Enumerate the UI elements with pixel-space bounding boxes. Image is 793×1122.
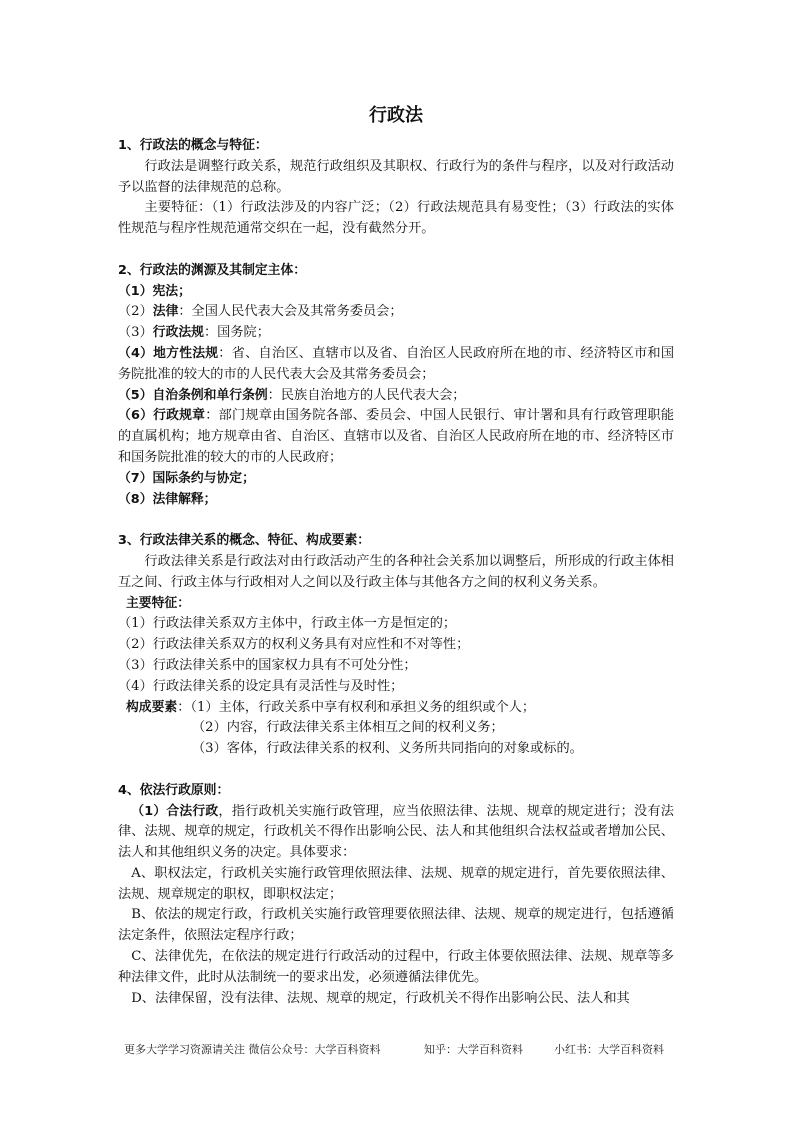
source-label: （7）国际条约与协定； xyxy=(118,470,255,486)
features-label: 主要特征： xyxy=(126,595,190,611)
source-number: （2） xyxy=(118,304,153,320)
element-item-1 xyxy=(118,698,674,719)
element-item-3: （3）客体，行政法律关系的权利、义务所共同指向的对象或标的。 xyxy=(192,741,583,757)
source-label: （1）宪法； xyxy=(118,283,191,299)
section-2-heading: 2、行政法的渊源及其制定主体： xyxy=(118,262,307,278)
source-item-5 xyxy=(118,386,674,407)
element-text: ：（1）主体，行政关系中享有权利和承担义务的组织或个人； xyxy=(177,699,536,715)
element-item-2: （2）内容，行政法律关系主体相互之间的权利义务； xyxy=(192,720,504,736)
principle-label: （1）合法行政 xyxy=(131,803,219,819)
requirement-c: C、法律优先，在依法的规定进行行政活动的过程中，行政主体要依照法律、法规、规章等多种法律文件，此时从法制统一的要求出发，必须遵循法律优先。 xyxy=(118,949,674,985)
source-item-1 xyxy=(118,282,674,303)
source-item-2 xyxy=(118,302,674,323)
source-text: ：全国人民代表大会及其常务委员会； xyxy=(178,304,403,320)
source-label: 法律 xyxy=(152,304,179,320)
page-title: 行政法 xyxy=(369,105,423,126)
section-1-heading: 1、行政法的概念与特征： xyxy=(118,138,268,153)
footer-zhihu: 知乎：大学百科资料 xyxy=(424,1043,523,1056)
feature-item: （1）行政法律关系双方主体中，行政主体一方是恒定的； xyxy=(118,616,457,632)
spacer xyxy=(118,240,674,261)
feature-item: （3）行政法律关系中的国家权力具有不可处分性； xyxy=(118,657,417,673)
source-item-4 xyxy=(118,344,674,386)
elements-label: 构成要素 xyxy=(126,699,178,715)
section-1-definition: 行政法是调整行政关系，规范行政组织及其职权、行政行为的条件与程序，以及对行政活动予以监督的法律规范的总称。 xyxy=(118,158,674,195)
source-label: （8）法律解释； xyxy=(118,491,217,507)
section-1-features: 主要特征：（1）行政法涉及的内容广泛；（2）行政法规范具有易变性；（3）行政法的实体性规范与程序性规范通常交织在一起，没有截然分开。 xyxy=(118,200,674,237)
spacer xyxy=(118,510,674,531)
source-text: ：民族自治地方的人民代表大会； xyxy=(267,387,466,403)
source-number: （3） xyxy=(118,325,153,341)
spacer xyxy=(118,760,674,781)
source-text: ：部门规章由国务院各部、委员会、中国人民银行、审计署和具有行政管理职能的直属机构；地方规章由省、自治区、直辖市以及省、自治区人民政府所在地的市、经济特区市和国务院批准的较大的市的人民政府； xyxy=(118,408,675,465)
section-3-definition: 行政法律关系是行政法对由行政活动产生的各种社会关系加以调整后，所形成的行政主体相互之间、行政主体与行政相对人之间以及行政主体与其他各方之间的权利义务关系。 xyxy=(118,553,674,590)
source-label: （6）行政规章 xyxy=(118,408,206,424)
source-text: ：国务院； xyxy=(203,325,270,341)
source-label: （5）自治条例和单行条例 xyxy=(118,387,268,403)
section-3-heading: 3、行政法律关系的概念、特征、构成要素： xyxy=(118,533,371,549)
section-4-heading: 4、依法行政原则： xyxy=(118,782,230,798)
feature-item: （2）行政法律关系双方的权利义务具有对应性和不对等性； xyxy=(118,637,470,653)
document-page xyxy=(118,100,674,1009)
footer-xiaohongshu: 小红书：大学百科资料 xyxy=(554,1043,664,1056)
features-label-line xyxy=(118,594,674,615)
source-item-3 xyxy=(118,323,674,344)
source-item-7 xyxy=(118,469,674,490)
source-item-6 xyxy=(118,406,674,468)
source-item-8 xyxy=(118,490,674,511)
requirement-a: A、职权法定，行政机关实施行政管理依照法律、法规、规章的规定进行，首先要依照法律、法规、规章规定的职权，即职权法定； xyxy=(118,865,674,902)
source-label: 行政法规 xyxy=(152,325,204,341)
source-label: （4）地方性法规 xyxy=(118,345,219,361)
requirement-b: B、依法的规定行政，行政机关实施行政管理要依照法律、法规、规章的规定进行，包括遵循法定条件，依照法定程序行政； xyxy=(118,907,674,944)
principle-text: ，指行政机关实施行政管理，应当依照法律、法规、规章的规定进行；没有法律、法规、规章的规定，行政机关不得作出影响公民、法人和其他组织合法权益或者增加公民、法人和其他组织义务的决定。具体要求： xyxy=(118,803,674,861)
principle-legal-administration xyxy=(118,802,674,864)
feature-item: （4）行政法律关系的设定具有灵活性与及时性； xyxy=(118,678,404,694)
footer-wechat: 更多大学学习资源请关注 微信公众号：大学百科资料 xyxy=(124,1043,381,1056)
requirement-d: D、法律保留，没有法律、法规、规章的规定，行政机关不得作出影响公民、法人和其 xyxy=(131,990,630,1006)
source-text: ：省、自治区、直辖市以及省、自治区人民政府所在地的市、经济特区市和国务院批准的较大的市的人民代表大会及其常务委员会； xyxy=(118,345,675,382)
